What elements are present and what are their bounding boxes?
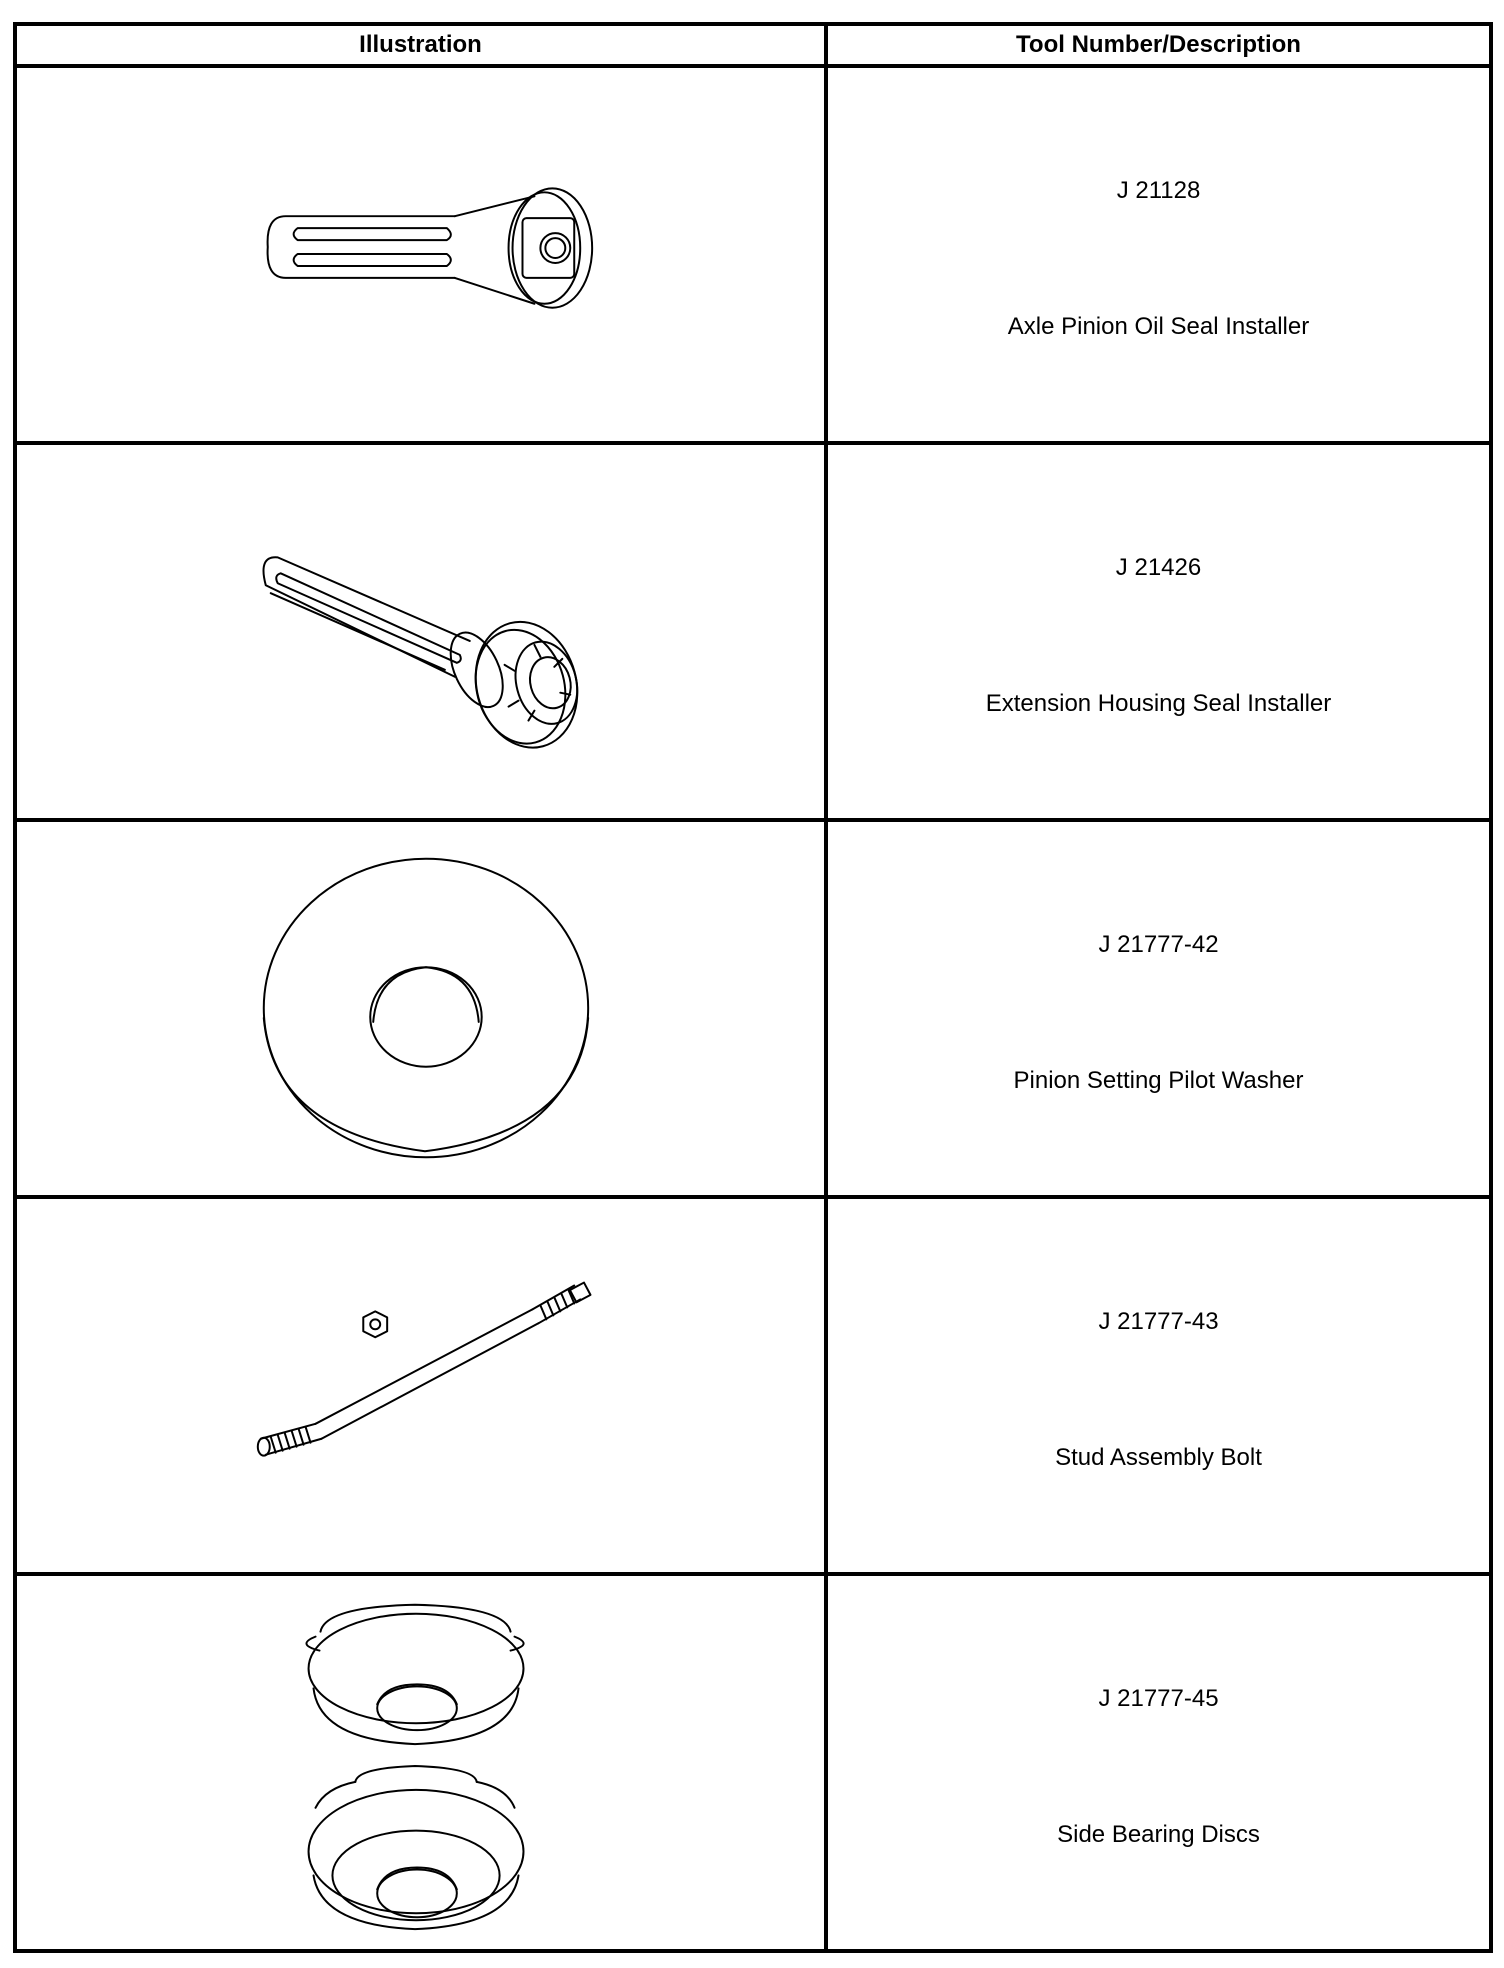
table-row <box>15 66 1491 443</box>
table-row <box>15 1197 1491 1574</box>
header-illustration: Illustration <box>15 24 826 66</box>
tool-info-cell <box>826 1197 1491 1574</box>
illustration-cell <box>15 443 826 820</box>
tool-info-cell <box>826 820 1491 1197</box>
tool-number: J 21777-43 <box>1098 1308 1219 1335</box>
tool-description: Stud Assembly Bolt <box>1055 1444 1262 1471</box>
table-row <box>15 443 1491 820</box>
tool-info-cell <box>826 1574 1491 1951</box>
pilot-washer-icon <box>17 822 824 1195</box>
special-tools-table <box>13 22 1493 1953</box>
tool-number: J 21777-42 <box>1098 931 1219 958</box>
tool-number: J 21777-45 <box>1098 1685 1219 1712</box>
tool-info-cell <box>826 443 1491 820</box>
tool-number: J 21128 <box>1116 177 1201 204</box>
table-row <box>15 1574 1491 1951</box>
illustration-cell <box>15 820 826 1197</box>
tool-description: Axle Pinion Oil Seal Installer <box>1007 313 1310 340</box>
bearing-discs-icon <box>17 1576 824 1949</box>
housing-seal-installer-icon <box>17 445 824 818</box>
illustration-cell <box>15 66 826 443</box>
tool-description: Pinion Setting Pilot Washer <box>1013 1067 1304 1094</box>
illustration-cell <box>15 1197 826 1574</box>
seal-installer-icon <box>17 68 824 441</box>
tool-description: Extension Housing Seal Installer <box>985 690 1332 717</box>
tool-info-cell <box>826 66 1491 443</box>
header-tool-number-description: Tool Number/Description <box>826 24 1491 66</box>
tool-description: Side Bearing Discs <box>1057 1821 1260 1848</box>
table-header-row <box>15 24 1491 66</box>
stud-bolt-icon <box>17 1199 824 1572</box>
table-row <box>15 820 1491 1197</box>
tool-number: J 21426 <box>1115 554 1202 581</box>
illustration-cell <box>15 1574 826 1951</box>
